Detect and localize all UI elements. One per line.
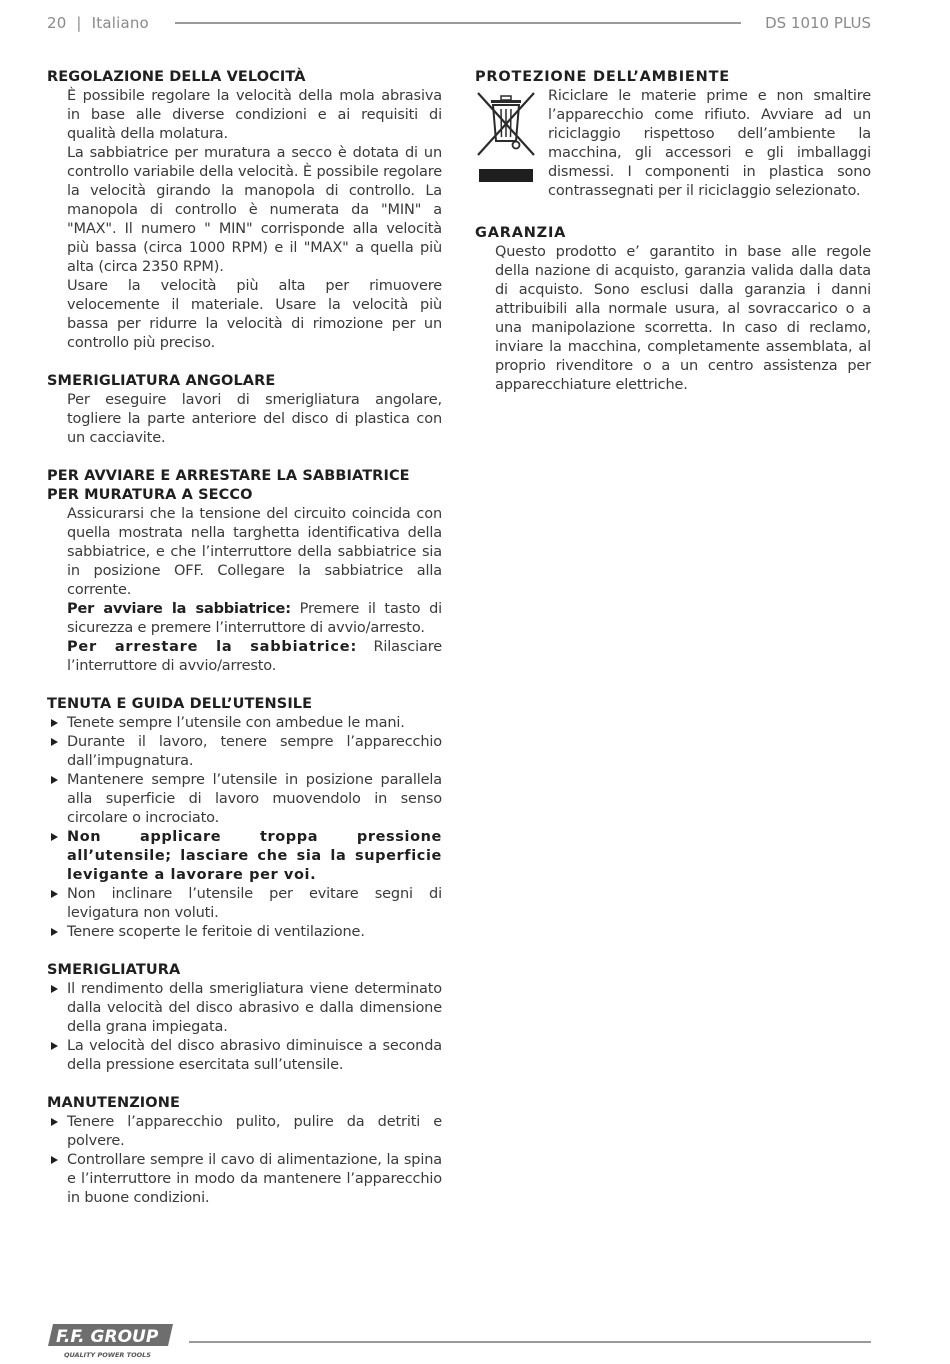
bullet-list [47,714,442,942]
paragraph: Assicurarsi che la tensione del circuito coincida con quella mostrata nella targhetta identificativa della sabbiatrice, e che l’interruttore della sabbiatrice sia in posizione OFF. Collegare la sabbiatrice alla corrente. [67,506,442,598]
bullet-triangle-icon [51,738,58,746]
list-item: La velocità del disco abrasivo diminuisce a seconda della pressione esercitata sull’utensile. [47,1037,442,1075]
section-title: PER AVVIARE E ARRESTARE LA SABBIATRICE PER MURATURA A SECCO [47,468,410,503]
bullet-triangle-icon [51,833,58,841]
model-name: DS 1010 PLUS [765,14,871,32]
list-item: Non inclinare l’utensile per evitare segni di levigatura non voluti. [47,885,442,923]
section-title: SMERIGLIATURA ANGOLARE [47,373,276,389]
stop-label: Per arrestare la sabbiatrice: [67,639,358,655]
paragraph: Questo prodotto e’ garantito in base alle regole della nazione di acquisto, garanzia valida dalla data di acquisto. Sono esclusi dalla garanzia i danni attribuibili alla normale usura, al sovraccarico o a una manipolazione scorretta. In caso di reclamo, inviare la macchina, completamente assemblata, al proprio rivenditore o a un centro assistenza per apparecchiature elettriche. [495,244,871,393]
list-item: Mantenere sempre l’utensile in posizione parallela alla superficie di lavoro muovendolo in senso circolare o incrociato. [47,771,442,828]
section-title: SMERIGLIATURA [47,962,181,978]
bullet-triangle-icon [51,1156,58,1164]
environment-body [475,87,871,205]
paragraph: La sabbiatrice per muratura a secco è dotata di un controllo variabile della velocità. È possibile regolare la velocità girando la manopola di controllo. La manopola di controllo è numerata da "MIN" a "MAX". Il numero " MIN" corrisponde alla velocità più bassa (circa 1000 RPM) e il "MAX" a quella più alta (circa 2350 RPM). [67,145,442,275]
section-title: PROTEZIONE DELL’AMBIENTE [475,69,730,85]
svg-text:F.F. GROUP: F.F. GROUP [56,1327,159,1347]
svg-text:QUALITY POWER TOOLS: QUALITY POWER TOOLS [64,1351,151,1359]
section-warranty [475,224,871,395]
bullet-triangle-icon [51,1118,58,1126]
list-item: Tenete sempre l’utensile con ambedue le mani. [47,714,442,733]
section-start-stop [47,467,442,676]
stop-text: Rilasciare l’interruttore di avvio/arresto. [67,639,442,674]
ff-group-logo [47,1320,175,1360]
left-column [47,68,442,1227]
weee-crossed-bin-icon [475,89,537,185]
bullet-triangle-icon [51,1042,58,1050]
footer-rule [189,1341,871,1343]
section-grinding [47,961,442,1075]
section-title: REGOLAZIONE DELLA VELOCITÀ [47,69,306,85]
paragraph: Usare la velocità più alta per rimuovere velocemente il materiale. Usare la velocità più bassa per ridurre la velocità di rimozione per un controllo più preciso. [67,278,442,351]
start-instruction [47,600,442,638]
page-header [47,14,871,34]
list-item: Tenere scoperte le feritoie di ventilazione. [47,923,442,942]
bullet-list [47,1113,442,1208]
bullet-triangle-icon [51,890,58,898]
start-label: Per avviare la sabbiatrice: [67,601,291,617]
section-title: TENUTA E GUIDA DELL’UTENSILE [47,696,313,712]
section-environment [475,68,871,205]
section-speed-regulation [47,68,442,353]
section-maintenance [47,1094,442,1208]
bullet-triangle-icon [51,928,58,936]
bullet-triangle-icon [51,719,58,727]
bullet-list [47,980,442,1075]
list-item: Controllare sempre il cavo di alimentazione, la spina e l’interruttore in modo da mantenere l’apparecchio in buone condizioni. [47,1151,442,1208]
section-title: GARANZIA [475,225,567,241]
page-number-language: 20 | Italiano [47,14,149,32]
page-footer [47,1320,871,1360]
section-title: MANUTENZIONE [47,1095,180,1111]
stop-instruction [47,638,442,676]
list-item: Durante il lavoro, tenere sempre l’apparecchio dall’impugnatura. [47,733,442,771]
bullet-triangle-icon [51,776,58,784]
start-text: Premere il tasto di sicurezza e premere l’interruttore di avvio/arresto. [67,601,442,636]
header-rule [175,22,741,24]
paragraph: È possibile regolare la velocità della mola abrasiva in base alle diverse condizioni e ai requisiti di qualità della molatura. [67,88,442,142]
right-column [475,68,871,414]
bullet-triangle-icon [51,985,58,993]
list-item: Tenere l’apparecchio pulito, pulire da detriti e polvere. [47,1113,442,1151]
environment-paragraph: Riciclare le materie prime e non smaltire l’apparecchio come rifiuto. Avviare ad un riciclaggio rispettoso dell’ambiente la macchina, gli accessori e gli imballaggi dismessi. I componenti in plastica sono contrassegnati per il riciclaggio selezionato. [548,88,871,199]
paragraph: Per eseguire lavori di smerigliatura angolare, togliere la parte anteriore del disco di plastica con un cacciavite. [67,392,442,446]
list-item-warning: Non applicare troppa pressione all’utensile; lasciare che sia la superficie levigante a lavorare per voi. [47,828,442,885]
list-item: Il rendimento della smerigliatura viene determinato dalla velocità del disco abrasivo e dalla dimensione della grana impiegata. [47,980,442,1037]
section-tool-holding [47,695,442,942]
section-angle-grinding [47,372,442,448]
